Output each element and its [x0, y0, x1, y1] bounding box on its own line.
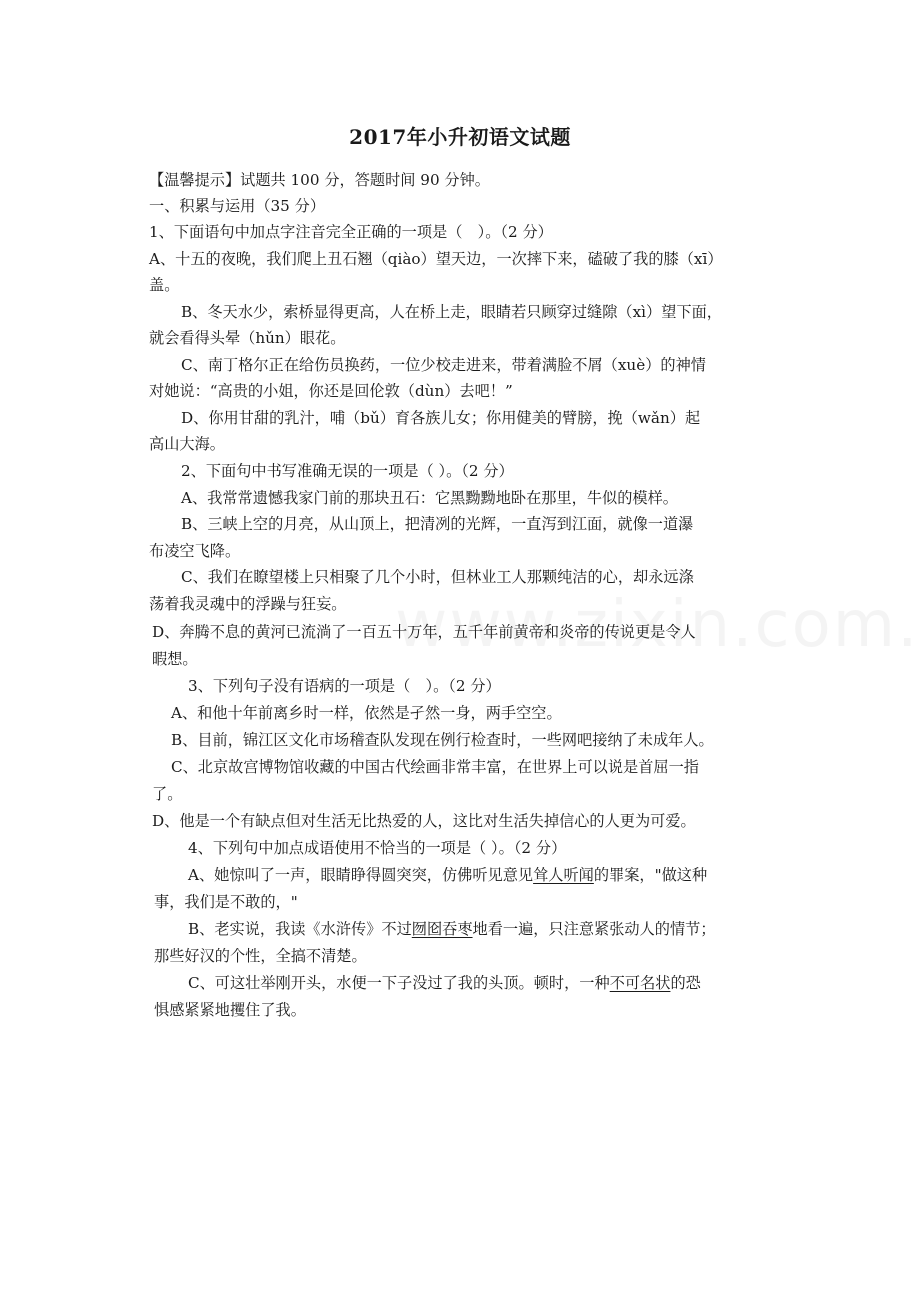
- q3-option-c: C、北京故宫博物馆收藏的中国古代绘画非常丰富，在世界上可以说是首屈一指: [171, 758, 699, 776]
- q4-option-a: [188, 865, 707, 885]
- q2-option-c: C、我们在瞭望楼上只相聚了几个小时，但林业工人那颗纯洁的心，却永远涤: [181, 568, 694, 586]
- q4-option-b: [188, 919, 716, 939]
- q3-option-a: A、和他十年前离乡时一样，依然是孑然一身，两手空空。: [171, 704, 562, 722]
- q4-idiom-b: 囫囵吞枣: [411, 920, 473, 938]
- q1-option-a: A、十五的夜晚，我们爬上丑石翘（qiào）望天边，一次摔下来，磕破了我的膝（xī）: [149, 250, 723, 268]
- q4-option-c-text: C、可这壮举刚开头，水便一下子没过了我的头顶。顿时，一种: [188, 974, 610, 992]
- q3-option-b: B、目前，锦江区文化市场稽查队发现在例行检查时，一些网吧接纳了未成年人。: [171, 731, 714, 749]
- q4-option-b-text: B、老实说，我读《水浒传》不过: [188, 920, 412, 938]
- q2-option-b: B、三峡上空的月亮，从山顶上，把清冽的光辉，一直泻到江面，就像一道瀑: [181, 515, 694, 533]
- q4-idiom-a: 耸人听闻: [533, 866, 594, 884]
- q1-option-b-cont: 就会看得头晕（hǔn）眼花。: [149, 329, 346, 347]
- q2-option-d: D、奔腾不息的黄河已流淌了一百五十万年，五千年前黄帝和炎帝的传说更是令人: [152, 623, 696, 641]
- q2-option-b-cont: 布凌空飞降。: [149, 542, 241, 560]
- q4-option-c-text-end: 的恐: [670, 974, 701, 992]
- q1-option-d: D、你用甘甜的乳汁，哺（bǔ）育各族儿女；你用健美的臂膀，挽（wǎn）起: [181, 409, 701, 427]
- q4-stem: 4、下列句中加点成语使用不恰当的一项是（ ）。（2 分）: [188, 839, 567, 857]
- q1-option-b: B、冬天水少，索桥显得更高，人在桥上走，眼睛若只顾穿过缝隙（xì）望下面，: [181, 303, 722, 321]
- q2-stem: 2、下面句中书写准确无误的一项是（ ）。（2 分）: [181, 462, 514, 480]
- q3-stem: 3、下列句子没有语病的一项是（ ）。（2 分）: [188, 677, 501, 695]
- q4-option-c-cont: 惧感紧紧地攫住了我。: [154, 1001, 306, 1019]
- q2-option-c-cont: 荡着我灵魂中的浮躁与狂妄。: [149, 595, 347, 613]
- q3-option-c-cont: 了。: [152, 785, 183, 803]
- q4-option-a-text-end: 的罪案，"做这种: [593, 866, 708, 884]
- q2-option-d-cont: 暇想。: [152, 650, 198, 668]
- q4-option-b-text-end: 地看一遍，只注意紧张动人的情节；: [472, 920, 716, 938]
- q4-idiom-c: 不可名状: [609, 974, 671, 992]
- q2-option-a: A、我常常遗憾我家门前的那块丑石：它黑黝黝地卧在那里，牛似的模样。: [181, 489, 678, 507]
- q4-option-a-text: A、她惊叫了一声，眼睛睁得圆突突，仿佛听见意见: [188, 866, 534, 884]
- exam-tip: 【温馨提示】试题共 100 分，答题时间 90 分钟。: [149, 171, 490, 189]
- q1-option-c-cont: 对她说：“高贵的小姐，你还是回伦敦（dùn）去吧！”: [149, 382, 513, 400]
- page-title: 2017年小升初语文试题: [349, 125, 571, 149]
- q4-option-b-cont: 那些好汉的个性，全搞不清楚。: [154, 947, 367, 965]
- q3-option-d: D、他是一个有缺点但对生活无比热爱的人，这比对生活失掉信心的人更为可爱。: [152, 812, 696, 830]
- q1-option-d-cont: 高山大海。: [149, 435, 225, 453]
- q4-option-a-cont: 事，我们是不敢的，": [154, 893, 298, 911]
- q1-option-c: C、南丁格尔正在给伤员换药，一位少校走进来，带着满脸不屑（xuè）的神情: [181, 356, 706, 374]
- q1-option-a-cont: 盖。: [149, 276, 180, 294]
- q4-option-c: [188, 973, 701, 993]
- q1-stem: 1、下面语句中加点字注音完全正确的一项是（ ）。（2 分）: [149, 223, 553, 241]
- section-heading: 一、积累与运用（35 分）: [149, 197, 326, 215]
